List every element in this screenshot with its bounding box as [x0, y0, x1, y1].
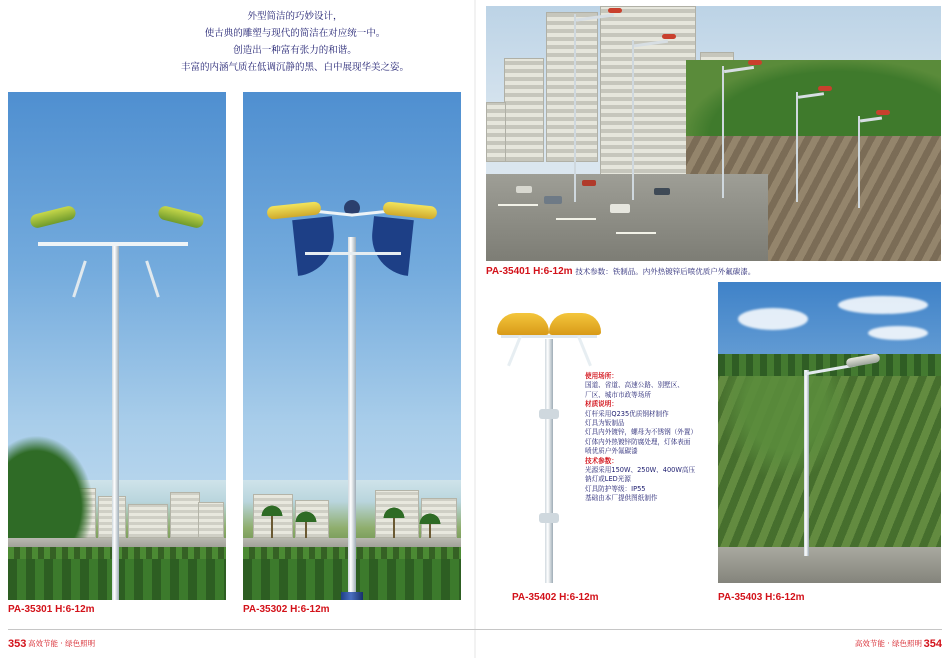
footer-divider — [8, 629, 942, 630]
building — [170, 492, 200, 538]
photo-pa-35301 — [8, 92, 226, 600]
caption-pa-35301 — [8, 604, 95, 615]
lane-marking — [616, 232, 656, 234]
headline-line-3: 创造出一种富有张力的和谐。 — [233, 45, 357, 56]
lamp-pole — [574, 14, 576, 202]
lamp-head — [748, 60, 762, 65]
caption-pa-35403 — [718, 592, 805, 603]
tech-note: 技术参数：铁制品。内外热镀锌后喷优质户外氟碳漆。 — [575, 267, 756, 276]
lamp-head — [818, 86, 832, 91]
highrise-building — [546, 12, 598, 162]
specification-block — [585, 372, 705, 504]
highrise-building — [504, 58, 544, 162]
caption-pa-35401 — [486, 266, 755, 277]
foreground-tree — [8, 435, 94, 555]
lane-marking — [556, 218, 596, 220]
lamp-head-right — [549, 313, 601, 335]
lamp-pole — [112, 242, 119, 600]
photo-pa-35403 — [718, 282, 941, 583]
tech-heading: 技术参数： — [585, 456, 618, 465]
headline-line-1: 外型简洁的巧妙设计， — [247, 11, 343, 22]
material-line-4: 灯体内外热镀锌防腐处理，灯体表面 — [585, 437, 691, 446]
lamp-crossarm — [305, 252, 401, 255]
lamp-pole — [722, 66, 724, 198]
lamp-head — [876, 110, 890, 115]
material-line-5: 喷优质户外氟碳漆 — [585, 447, 638, 456]
tech-line-3: 灯具防护等级：IP55 — [585, 484, 646, 493]
material-line-1: 灯杆采用Q235优质钢材制作 — [585, 409, 669, 418]
vehicle — [582, 180, 596, 186]
caption-text: PA-35402 H:6-12m — [512, 592, 599, 603]
caption-pa-35302 — [243, 604, 330, 615]
lamp-base-cover — [341, 592, 363, 600]
lamp-head-left — [497, 313, 549, 335]
highway — [486, 174, 768, 261]
lamp-head — [608, 8, 622, 13]
highrise-building — [486, 102, 506, 162]
cloud — [738, 308, 808, 330]
caption-text: PA-35302 H:6-12m — [243, 604, 330, 615]
building — [128, 504, 168, 538]
photo-pa-35302 — [243, 92, 461, 600]
page-headline — [150, 8, 440, 76]
caption-text: PA-35301 H:6-12m — [8, 604, 95, 615]
page-number-right: 354 — [923, 638, 942, 650]
cloud — [868, 326, 928, 340]
lamp-pole — [348, 237, 356, 600]
photo-pa-35401 — [486, 6, 941, 261]
vehicle — [654, 188, 670, 195]
caption-pa-35402 — [512, 592, 599, 603]
pole-joint-upper — [539, 409, 559, 419]
vehicle — [516, 186, 532, 193]
caption-text: PA-35401 H:6-12m — [486, 266, 573, 277]
building — [198, 502, 224, 538]
wall-top-vegetation — [718, 354, 941, 376]
usage-line-1: 国道、省道、高速公路、别墅区、 — [585, 381, 684, 390]
page-spine — [474, 0, 476, 658]
vehicle — [610, 204, 630, 213]
page-number-left: 353 — [8, 638, 27, 650]
lamp-pole — [858, 116, 860, 208]
lamp-brace-right — [577, 336, 592, 367]
headline-line-2: 使古典的雕塑与现代的简洁在对应统一中。 — [204, 28, 386, 39]
lamp-brace-left — [507, 336, 522, 367]
lamp-crossarm — [38, 242, 188, 246]
lamp-pole — [545, 339, 553, 583]
lane-marking — [498, 204, 538, 206]
vehicle — [544, 196, 562, 204]
footer-tag-left: 高效节能 · 绿色照明 — [28, 639, 96, 648]
material-heading: 材质说明： — [585, 400, 618, 409]
footer-tag-right: 高效节能 · 绿色照明 — [854, 639, 922, 648]
pole-joint-lower — [539, 513, 559, 523]
tech-line-1: 光源采用150W、250W、400W高压 — [585, 466, 696, 475]
usage-line-2: 厂区、城市市政等场所 — [585, 390, 651, 399]
lamp-pole — [804, 370, 809, 556]
lamp-pole — [796, 92, 798, 202]
lamp-crossarm — [501, 335, 597, 338]
material-line-3: 灯具内外镀锌，螺母为不锈钢（外置） — [585, 428, 698, 437]
roadway — [718, 547, 941, 583]
tech-line-2: 钠灯或LED光源 — [585, 475, 631, 484]
headline-line-4: 丰富的内涵气质在低调沉静的黑、白中展现华美之姿。 — [180, 62, 409, 73]
cloud — [838, 296, 928, 314]
lamp-pole — [632, 40, 634, 200]
lamp-head — [662, 34, 676, 39]
highrise-building — [600, 6, 696, 182]
tech-line-4: 基础由本厂提供图纸制作 — [585, 494, 658, 503]
usage-heading: 使用场所： — [585, 372, 618, 380]
material-line-2: 灯具为钣制品 — [585, 419, 625, 428]
caption-text: PA-35403 H:6-12m — [718, 592, 805, 603]
